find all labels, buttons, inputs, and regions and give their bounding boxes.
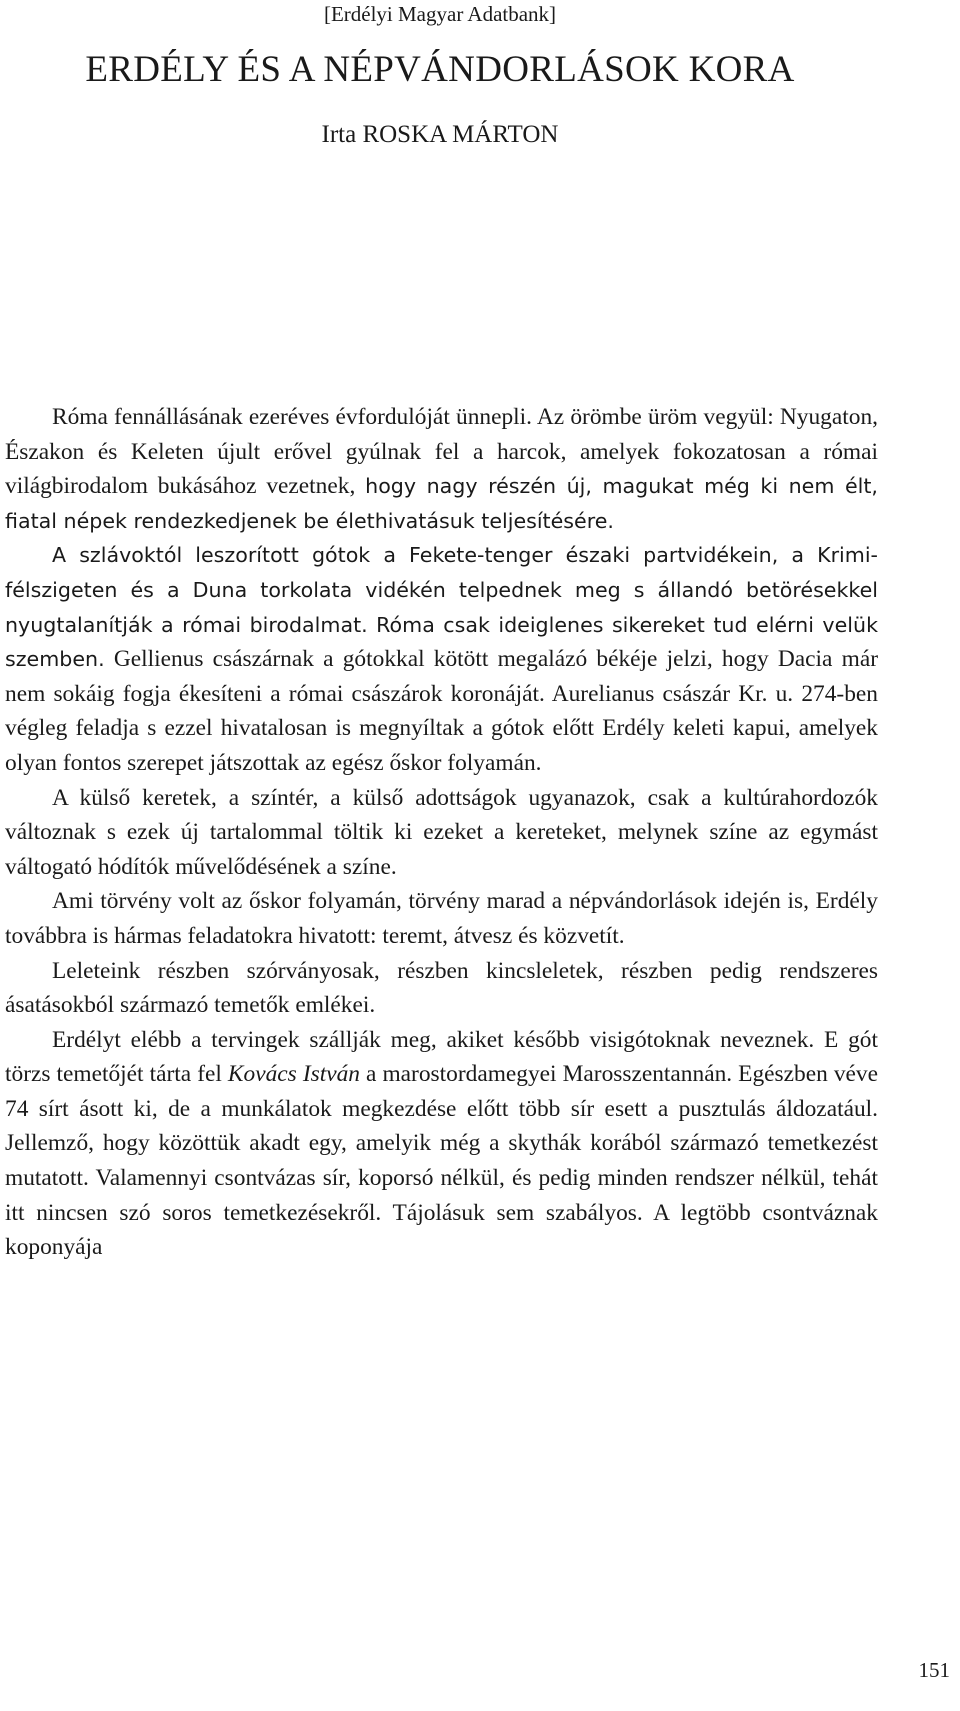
paragraph-6 [5, 1023, 878, 1265]
paragraph-2-serif-text: Gellienus császárnak a gótokkal kötött megalázó békéje jelzi, hogy Dacia már nem sokáig fogja ékesíteni a római császárok koronáját. Aurelianus császár Kr. u. 274-ben végleg feladja s ezzel hivatalosan is megnyíltak a gótok előtt Erdély keleti kapui, amelyek olyan fontos szerepet játszottak az egész őskor folyamán. [5, 646, 878, 776]
paragraph-3: A külső keretek, a színtér, a külső adottságok ugyanazok, csak a kultúrahordozók változnak s ezek új tartalommal töltik ki ezeket a kereteket, melynek színe az egymást váltogató hódítók művelődésének a színe. [5, 784, 878, 880]
author-line: Irta ROSKA MÁRTON [321, 121, 559, 148]
paragraph-4: Ami törvény volt az őskor folyamán, törvény marad a népvándorlások idején is, Erdély továbbra is hármas feladatokra hivatott: teremt, átvesz és közvetít. [5, 888, 878, 949]
paragraph-1-sans-text: hogy nagy részén új, magukat még ki nem élt, fiatal népek rendezkedjenek be élethivatásuk teljesítésére. [5, 474, 878, 533]
paragraph-2 [5, 538, 878, 780]
page-title: ERDÉLY ÉS A NÉPVÁNDORLÁSOK KORA [85, 49, 795, 90]
paragraph-6-text-end: a marostordamegyei Marosszentannán. Egészben véve 74 sírt ásott ki, de a munkálatok megkezdése előtt több sír esett a pusztulás áldozatául. Jellemző, hogy közöttük akadt egy, amelyik még a skythák korából származó temetkezést mutatott. Valamennyi csontvázas sír, koporsó nélkül, és pedig minden rendszer nélkül, tehát itt nincsen szó soros temetkezésekről. Tájolásuk sem szabályos. A legtöbb csontváznak koponyája [5, 1061, 879, 1261]
paragraph-1 [5, 400, 878, 538]
paragraph-5: Leleteink részben szórványosak, részben kincsleletek, részben pedig rendszeres ásatásokból származó temetők emlékei. [5, 957, 878, 1019]
source-header: [Erdélyi Magyar Adatbank] [323, 2, 557, 26]
article-body [5, 400, 878, 1265]
page-number: 151 [918, 1658, 950, 1682]
paragraph-2-sans-text: A szlávoktól leszorított gótok a Fekete-tenger északi partvidékein, a Krimi-félszigeten és a Duna torkolata vidékén telpednek meg s állandó betörésekkel nyugtalanítják a római birodalmat. Róma csak ideiglenes sikereket tud elérni velük szemben. [5, 543, 878, 672]
person-name: Kovács István [227, 1061, 360, 1088]
paragraph-6-text-start: Erdélyt elébb a tervingek szállják meg, akiket később visigótoknak neveznek. E gót törzs temetőjét tárta fel [5, 1026, 878, 1088]
paragraph-1-serif-text: Róma fennállásának ezeréves évfordulóját ünnepli. Az örömbe üröm vegyül: Nyugaton, Északon és Keleten újult erővel gyúlnak fel a harcok, amelyek fokozatosan a római világbirodalom bukásához vezetnek, [5, 404, 878, 500]
